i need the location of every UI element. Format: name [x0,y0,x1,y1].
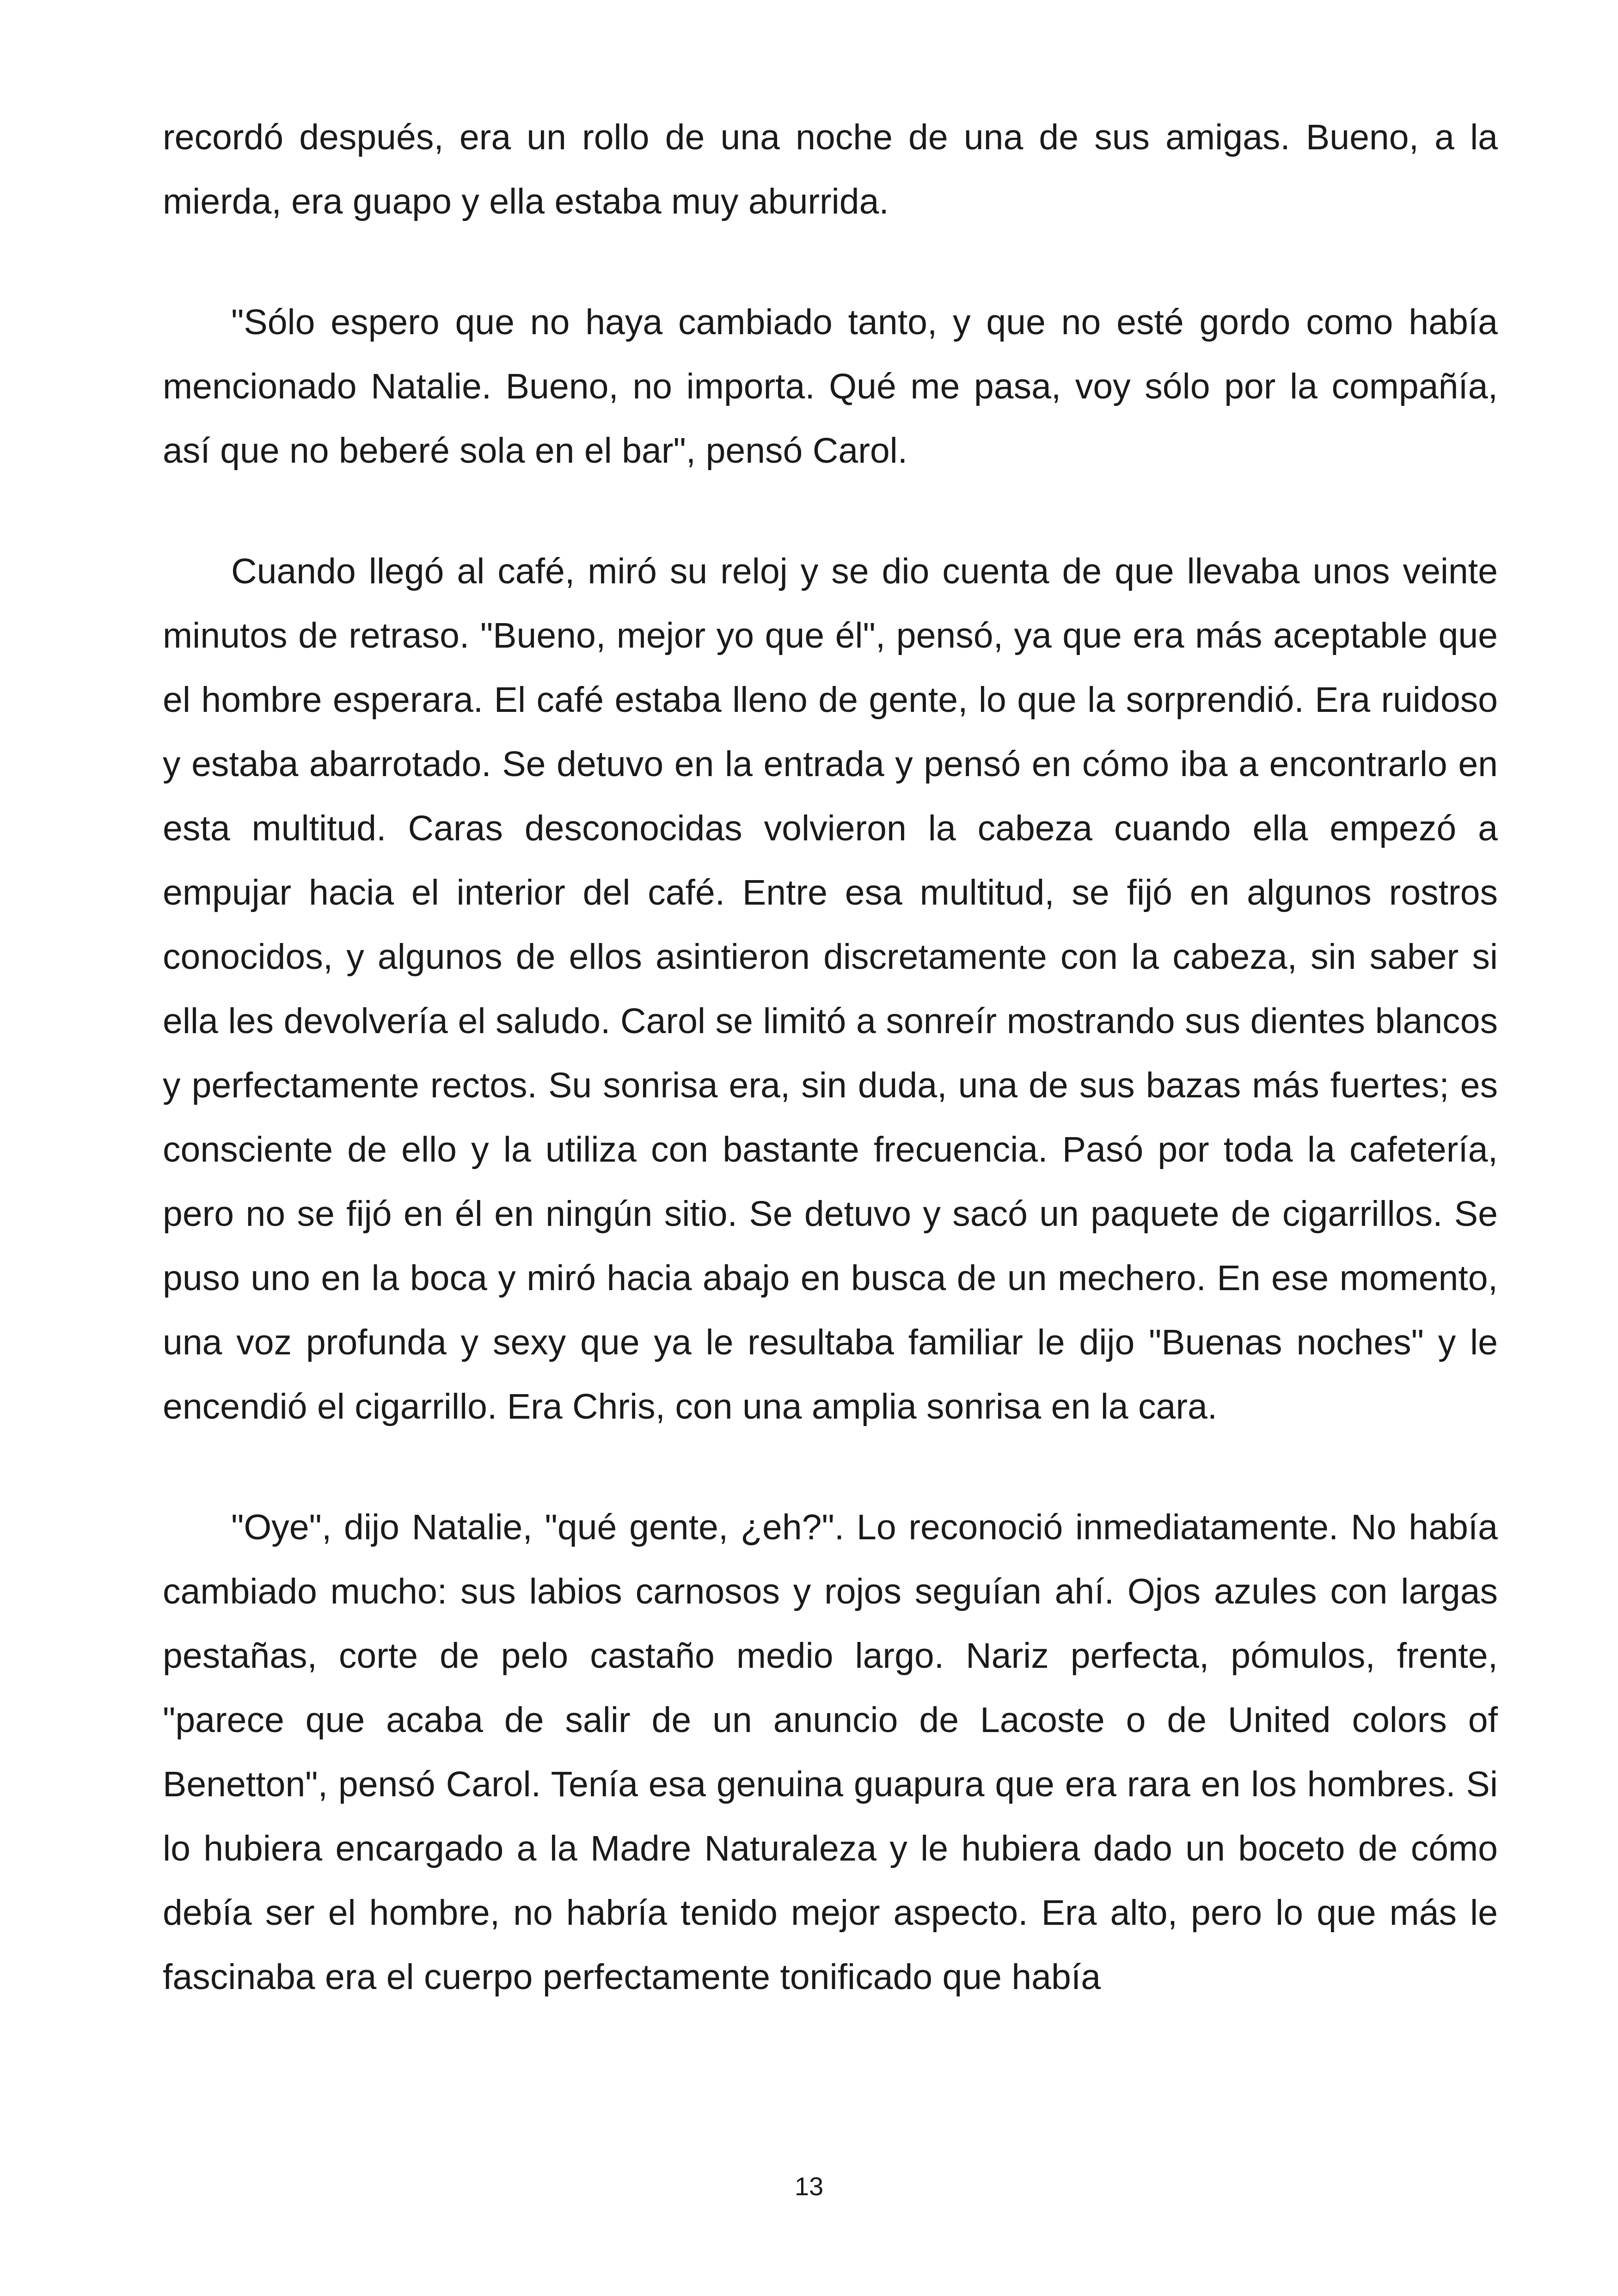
body-text [163,105,1498,2009]
paragraph: Cuando llegó al café, miró su reloj y se dio cuenta de que llevaba unos veinte minutos de retraso. "Bueno, mejor yo que él", pensó, ya que era más aceptable que el hombre esperara. El café estaba lleno de gente, lo que la sorprendió. Era ruidoso y estaba abarrotado. Se detuvo en la entrada y pensó en cómo iba a encontrarlo en esta multitud. Caras desconocidas volvieron la cabeza cuando ella empezó a empujar hacia el interior del café. Entre esa multitud, se fijó en algunos rostros conocidos, y algunos de ellos asintieron discretamente con la cabeza, sin saber si ella les devolvería el saludo. Carol se limitó a sonreír mostrando sus dientes blancos y perfectamente rectos. Su sonrisa era, sin duda, una de sus bazas más fuertes; es consciente de ello y la utiliza con bastante frecuencia. Pasó por toda la cafetería, pero no se fijó en él en ningún sitio. Se detuvo y sacó un paquete de cigarrillos. Se puso uno en la boca y miró hacia abajo en busca de un mechero. En ese momento, una voz profunda y sexy que ya le resultaba familiar le dijo "Buenas noches" y le encendió el cigarrillo. Era Chris, con una amplia sonrisa en la cara. [163,551,1498,1427]
paragraph: recordó después, era un rollo de una noche de una de sus amigas. Bueno, a la mierda, era guapo y ella estaba muy aburrida. [163,117,1498,221]
page-number: 13 [794,2172,824,2201]
paragraph: "Sólo espero que no haya cambiado tanto, y que no esté gordo como había mencionado Natalie. Bueno, no importa. Qué me pasa, voy sólo por la compañía, así que no beberé sola en el bar", pensó Carol. [163,302,1498,471]
paragraph: "Oye", dijo Natalie, "qué gente, ¿eh?". Lo reconoció inmediatamente. No había cambiado mucho: sus labios carnosos y rojos seguían ahí. Ojos azules con largas pestañas, corte de pelo castaño medio largo. Nariz perfecta, pómulos, frente, "parece que acaba de salir de un anuncio de Lacoste o de United colors of Benetton", pensó Carol. Tenía esa genuina guapura que era rara en los hombres. Si lo hubiera encargado a la Madre Naturaleza y le hubiera dado un boceto de cómo debía ser el hombre, no habría tenido mejor aspecto. Era alto, pero lo que más le fascinaba era el cuerpo perfectamente tonificado que había [163,1507,1498,1997]
